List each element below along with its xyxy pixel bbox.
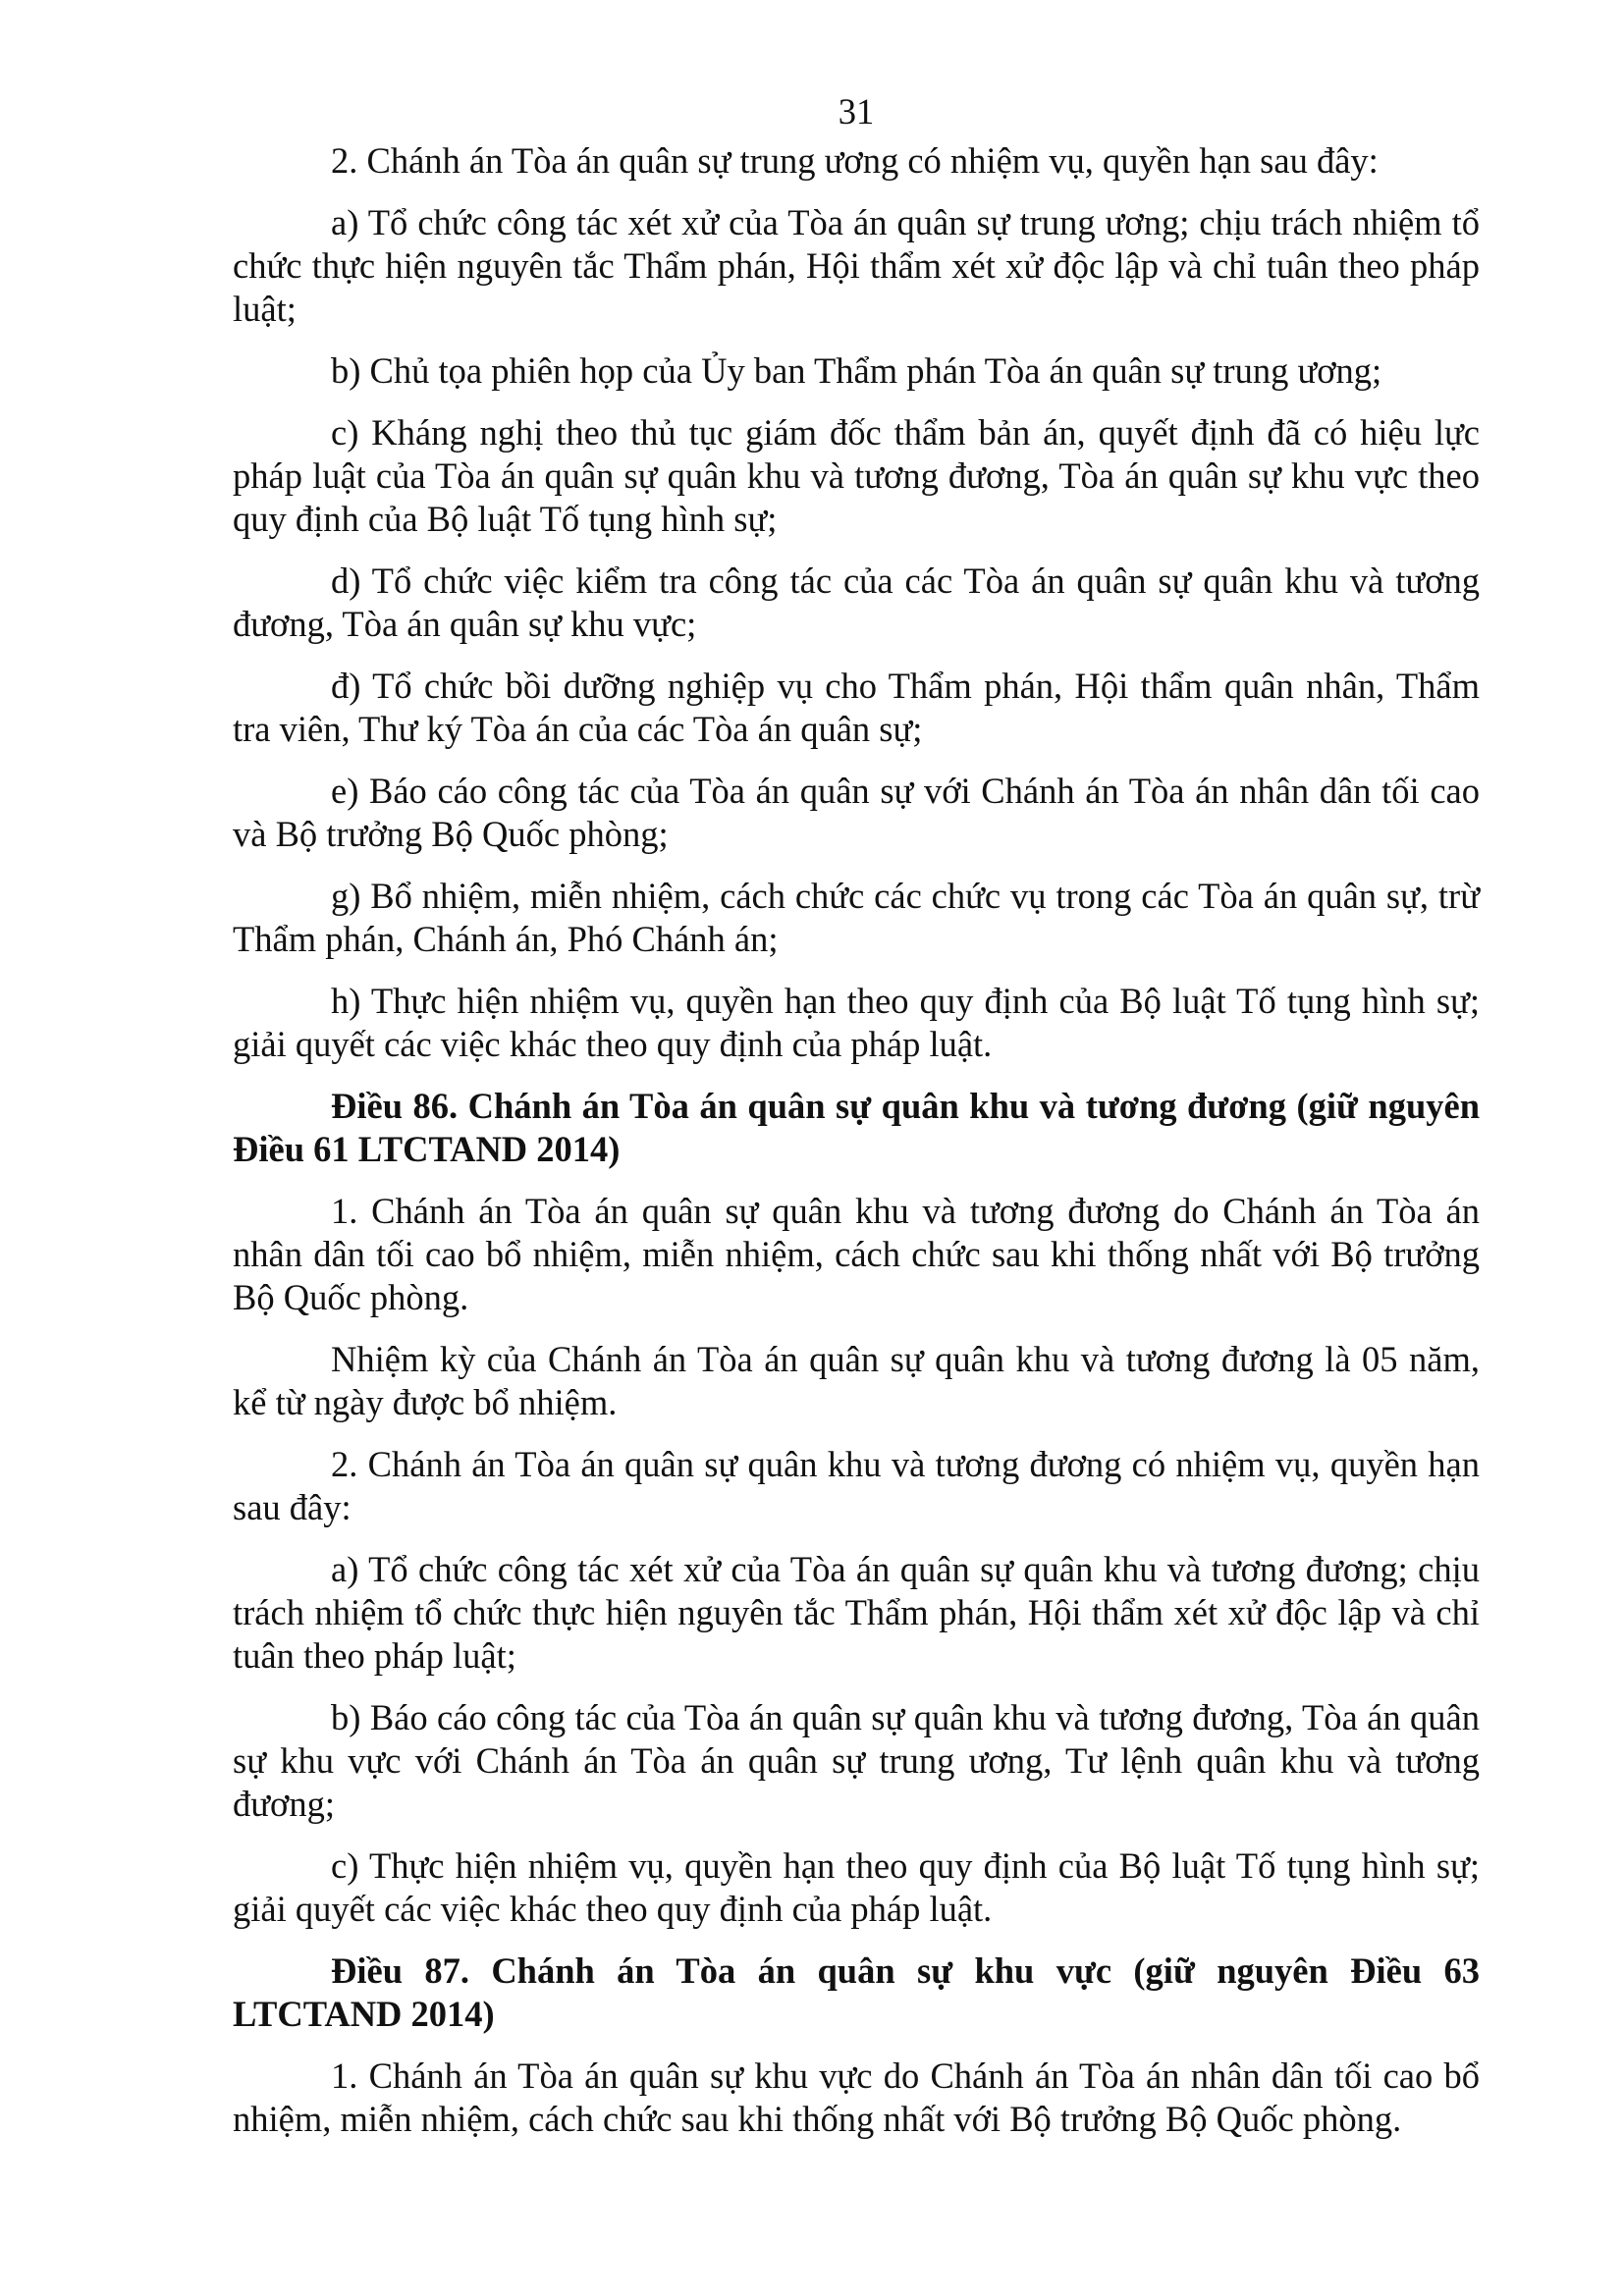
document-page <box>233 90 1480 2160</box>
body-paragraph: h) Thực hiện nhiệm vụ, quyền hạn theo quy định của Bộ luật Tố tụng hình sự; giải quyết các việc khác theo quy định của pháp luật. <box>233 981 1480 1064</box>
article-heading: Điều 86. Chánh án Tòa án quân sự quân khu và tương đương (giữ nguyên Điều 61 LTCTAND 2014) <box>233 1086 1480 1169</box>
body-paragraph: b) Chủ tọa phiên họp của Ủy ban Thẩm phán Tòa án quân sự trung ương; <box>331 350 1382 391</box>
body-paragraph: 2. Chánh án Tòa án quân sự quân khu và tương đương có nhiệm vụ, quyền hạn sau đây: <box>233 1444 1480 1527</box>
body-paragraph: 1. Chánh án Tòa án quân sự quân khu và tương đương do Chánh án Tòa án nhân dân tối cao bổ nhiệm, miễn nhiệm, cách chức sau khi thống nhất với Bộ trưởng Bộ Quốc phòng. <box>233 1191 1480 1317</box>
body-paragraph: đ) Tổ chức bồi dưỡng nghiệp vụ cho Thẩm phán, Hội thẩm quân nhân, Thẩm tra viên, Thư ký Tòa án của các Tòa án quân sự; <box>233 666 1480 749</box>
body-paragraph: e) Báo cáo công tác của Tòa án quân sự với Chánh án Tòa án nhân dân tối cao và Bộ trưởng Bộ Quốc phòng; <box>233 771 1480 854</box>
body-paragraph: a) Tổ chức công tác xét xử của Tòa án quân sự quân khu và tương đương; chịu trách nhiệm tổ chức thực hiện nguyên tắc Thẩm phán, Hội thẩm xét xử độc lập và chỉ tuân theo pháp luật; <box>233 1549 1480 1676</box>
document-body <box>233 139 1480 2141</box>
body-paragraph: c) Thực hiện nhiệm vụ, quyền hạn theo quy định của Bộ luật Tố tụng hình sự; giải quyết các việc khác theo quy định của pháp luật. <box>233 1845 1480 1929</box>
body-paragraph: 2. Chánh án Tòa án quân sự trung ương có nhiệm vụ, quyền hạn sau đây: <box>331 140 1379 181</box>
page-number: 31 <box>838 91 875 132</box>
article-heading: Điều 87. Chánh án Tòa án quân sự khu vực (giữ nguyên Điều 63 LTCTAND 2014) <box>233 1950 1480 2034</box>
body-paragraph: Nhiệm kỳ của Chánh án Tòa án quân sự quân khu và tương đương là 05 năm, kể từ ngày được bổ nhiệm. <box>233 1339 1480 1422</box>
body-paragraph: g) Bổ nhiệm, miễn nhiệm, cách chức các chức vụ trong các Tòa án quân sự, trừ Thẩm phán, Chánh án, Phó Chánh án; <box>233 876 1480 959</box>
body-paragraph: a) Tổ chức công tác xét xử của Tòa án quân sự trung ương; chịu trách nhiệm tổ chức thực hiện nguyên tắc Thẩm phán, Hội thẩm xét xử độc lập và chỉ tuân theo pháp luật; <box>233 202 1480 329</box>
body-paragraph: b) Báo cáo công tác của Tòa án quân sự quân khu và tương đương, Tòa án quân sự khu vực với Chánh án Tòa án quân sự trung ương, Tư lệnh quân khu và tương đương; <box>233 1697 1480 1824</box>
body-paragraph: d) Tổ chức việc kiểm tra công tác của các Tòa án quân sự quân khu và tương đương, Tòa án quân sự khu vực; <box>233 561 1480 644</box>
body-paragraph: c) Kháng nghị theo thủ tục giám đốc thẩm bản án, quyết định đã có hiệu lực pháp luật của Tòa án quân sự quân khu và tương đương, Tòa án quân sự khu vực theo quy định của Bộ luật Tố tụng hình sự; <box>233 412 1480 539</box>
body-paragraph: 1. Chánh án Tòa án quân sự khu vực do Chánh án Tòa án nhân dân tối cao bổ nhiệm, miễn nhiệm, cách chức sau khi thống nhất với Bộ trưởng Bộ Quốc phòng. <box>233 2056 1480 2139</box>
